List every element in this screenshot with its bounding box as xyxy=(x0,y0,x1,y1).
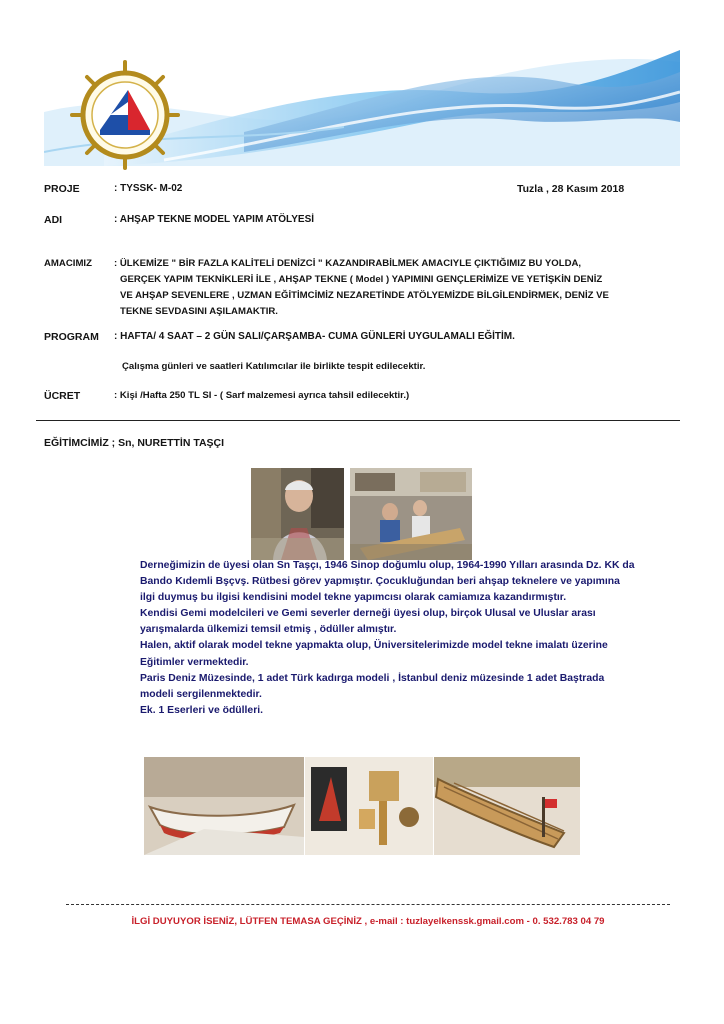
bio-line: Halen, aktif olarak model tekne yapmakta olup, Üniversitelerimizde model tekne imalatı üzerine xyxy=(140,640,608,652)
wooden-boat-model-photo xyxy=(434,757,580,855)
fee-label: ÜCRET xyxy=(44,390,81,402)
program-note: Çalışma günleri ve saatleri Katılımcılar ile birlikte tespit edilecektir. xyxy=(122,361,426,372)
bio-line: Bando Kıdemli Bşçvş. Rütbesi görev yapmıştır. Çocukluğundan beri ahşap teknelere ve yapımına xyxy=(140,576,620,588)
bio-line: Ek. 1 Eserleri ve ödülleri. xyxy=(140,704,264,716)
footer-dashed-divider xyxy=(66,904,670,905)
boat-model-photo-1 xyxy=(144,757,304,855)
aims-line: : ÜLKEMİZE " BİR FAZLA KALİTELİ DENİZCİ " KAZANDIRABİLMEK AMACIYLE ÇIKTIĞIMIZ BU YOLDA, xyxy=(114,258,582,269)
adi-value: : AHŞAP TEKNE MODEL YAPIM ATÖLYESİ xyxy=(114,214,315,225)
aims-line: GERÇEK YAPIM TEKNİKLERİ İLE , AHŞAP TEKNE ( Model ) YAPIMINI GENÇLERİMİZE VE YETİŞKİN DENİZ xyxy=(120,274,603,285)
trainer-portrait-photo xyxy=(251,468,344,560)
bio-line: Paris Deniz Müzesinde, 1 adet Türk kadırga modeli , İstanbul deniz müzesinde 1 adet Baştrada xyxy=(140,672,605,684)
proje-label: PROJE xyxy=(44,183,80,195)
contact-footer: İLGİ DUYUYOR İSENİZ, LÜTFEN TEMASA GEÇİNİZ , e-mail : tuzlayelkenssk.gmail.com - 0. 532.783 04 79 xyxy=(131,916,605,927)
club-emblem-logo xyxy=(70,60,180,170)
workshop-photo xyxy=(350,468,472,560)
section-divider xyxy=(36,420,680,421)
fee-value: : Kişi /Hafta 250 TL SI - ( Sarf malzemesi ayrıca tahsil edilecektir.) xyxy=(114,390,410,401)
program-label: PROGRAM xyxy=(44,331,99,343)
aims-line: TEKNE SEVDASINI AŞILAMAKTIR. xyxy=(120,306,278,317)
boat-parts-photo xyxy=(305,757,433,855)
program-value: : HAFTA/ 4 SAAT – 2 GÜN SALI/ÇARŞAMBA- CUMA GÜNLERİ UYGULAMALI EĞİTİM. xyxy=(114,331,515,342)
document-date: Tuzla , 28 Kasım 2018 xyxy=(517,183,625,195)
proje-value: : TYSSK- M-02 xyxy=(114,183,183,194)
bio-line: ilgi duymuş bu ilgisi kendisini model tekne yapımcısı olarak camiamıza kazandırmıştır. xyxy=(140,592,567,604)
bio-line: modeli sergilenmektedir. xyxy=(140,688,262,700)
aims-text xyxy=(114,256,674,320)
bio-line: Eğitimler vermektedir. xyxy=(140,656,249,668)
bio-line: Derneğimizin de üyesi olan Sn Taşçı, 1946 Sinop doğumlu olup, 1964-1990 Yılları arasında Dz. KK da xyxy=(140,560,635,571)
bio-line: yarışmalarda ülkemizi temsil etmiş , ödüller almıştır. xyxy=(140,624,397,636)
aims-label: AMACIMIZ xyxy=(44,258,92,269)
trainer-heading: EĞİTİMCİMİZ ; Sn, NURETTİN TAŞÇI xyxy=(44,437,225,449)
trainer-bio xyxy=(140,558,685,719)
adi-label: ADI xyxy=(44,214,63,226)
bio-line: Kendisi Gemi modelcileri ve Gemi severler derneği üyesi olup, birçok Ulusal ve Uluslar arası xyxy=(140,608,596,620)
aims-line: VE AHŞAP SEVENLERE , UZMAN EĞİTİMCİMİZ NEZARETİNDE ATÖLYEMİZDE BİLGİLENDİRMEK, DENİZ VE xyxy=(120,290,609,301)
